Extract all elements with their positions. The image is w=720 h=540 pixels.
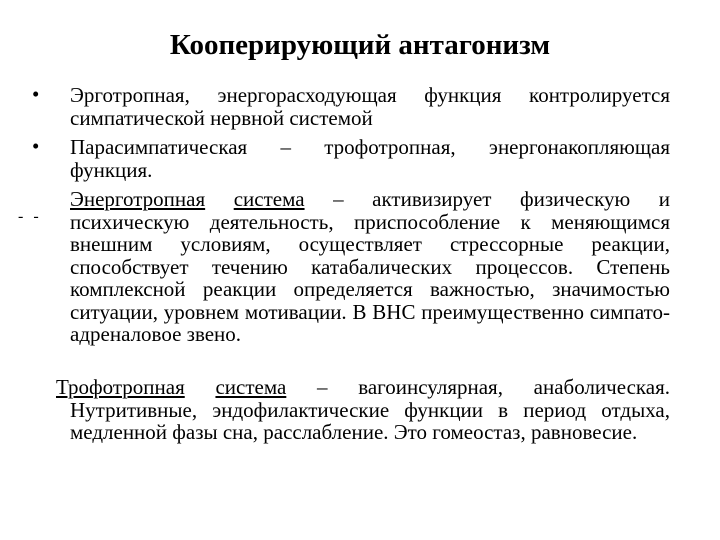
paragraph-text: – активизирует физическую и психическую деятельность, приспособление к меняющимся внешним условиям, осуществляет стрессорные реакции, способствует течению катабалических процессов. Степень комплексной реакции определяется важностью, значимостью ситуации, уровнем мотивации. В ВНС преимущественно симпато-адреналовое звено.	[70, 187, 671, 346]
term-energotropic: Энерготропная	[70, 187, 206, 211]
bullet-icon: •	[32, 82, 40, 106]
term-system: система	[215, 375, 287, 399]
term-system: система	[233, 187, 305, 211]
slide-title: Кооперирующий антагонизм	[169, 29, 551, 61]
paragraph-text: – вагоинсулярная, анаболическая. Нутритивные, эндофилактические функции в период отдыха, медленной фазы сна, расслабление. Это гомеостаз, равновесие.	[70, 375, 670, 444]
bullet-item-ergotropic: Эрготропная, энергорасходующая функция контролируется симпатической нервной системой	[70, 83, 670, 130]
term-trophotropic: Трофотропная	[56, 375, 185, 399]
paragraph-energotropic-system	[70, 188, 670, 346]
dash-marker: - -	[18, 208, 42, 225]
bullet-icon: •	[32, 134, 40, 158]
bullet-item-parasympathetic: Парасимпатическая – трофотропная, энергонакопляющая функция.	[70, 135, 670, 182]
paragraph-trophotropic-system	[56, 375, 670, 444]
